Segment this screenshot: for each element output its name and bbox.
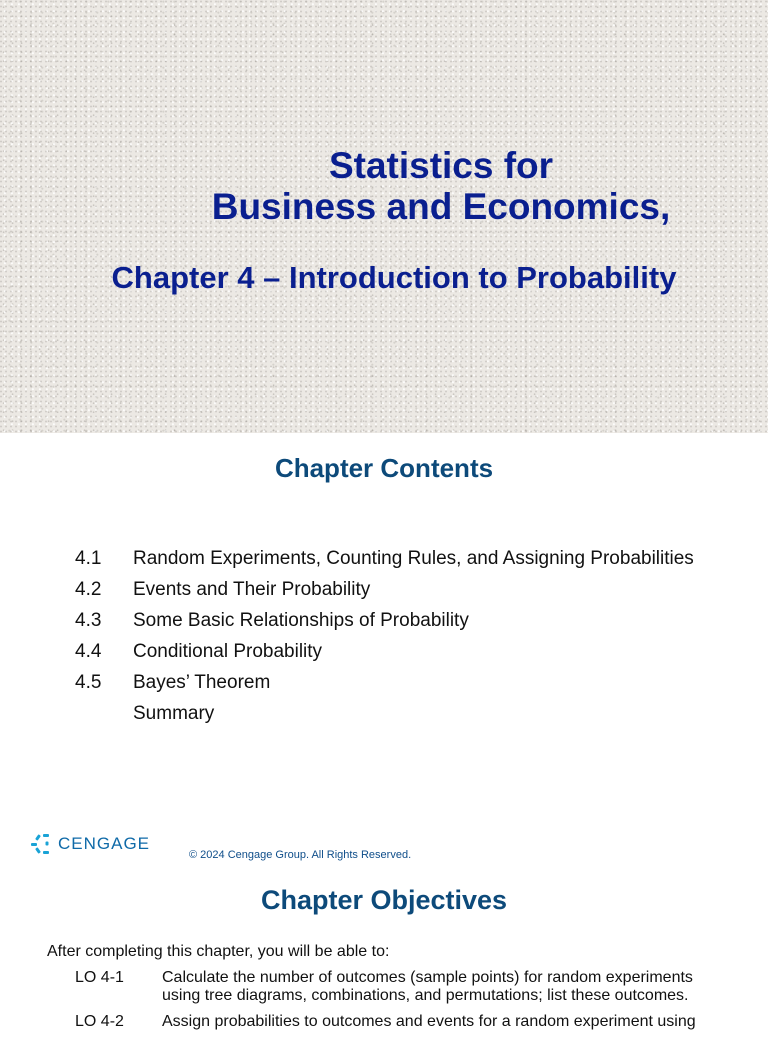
cengage-logo-text: CENGAGE (58, 834, 151, 853)
toc-item (75, 698, 694, 729)
toc-item-label: Some Basic Relationships of Probability (133, 610, 469, 631)
table-of-contents (75, 543, 694, 729)
cengage-logo-icon (30, 833, 52, 855)
learning-objective (75, 1013, 702, 1031)
copyright-notice: © 2024 Cengage Group. All Rights Reserved. (189, 849, 412, 861)
learning-objectives-list (75, 969, 702, 1039)
learning-objective-code: LO 4-1 (75, 969, 124, 986)
toc-item-number: 4.5 (75, 672, 102, 693)
title-slide (0, 0, 768, 433)
toc-item-label: Summary (133, 703, 215, 724)
toc-item-label: Bayes’ Theorem (133, 672, 271, 693)
toc-item (75, 543, 694, 574)
objectives-intro: After completing this chapter, you will be able to: (47, 943, 390, 960)
book-title-line-2: Business and Economics, (211, 186, 671, 227)
toc-item (75, 636, 694, 667)
cengage-logo (30, 833, 150, 855)
learning-objective-text: Assign probabilities to outcomes and events for a random experiment using (162, 1013, 696, 1030)
toc-item-number: 4.1 (75, 548, 102, 569)
toc-item (75, 605, 694, 636)
contents-title: Chapter Contents (274, 453, 494, 483)
toc-item (75, 667, 694, 698)
objectives-title: Chapter Objectives (260, 885, 508, 915)
learning-objective-text: Calculate the number of outcomes (sample points) for random experiments using tree diagrams, combinations, and permutations; list these outcomes. (162, 969, 693, 1004)
book-title-line-1: Statistics for (328, 145, 554, 186)
toc-item-number: 4.3 (75, 610, 102, 631)
learning-objective-code: LO 4-2 (75, 1013, 124, 1030)
contents-slide (0, 433, 768, 873)
toc-item (75, 574, 694, 605)
objectives-slide (0, 873, 768, 1030)
chapter-heading: Chapter 4 – Introduction to Probability (111, 260, 677, 295)
toc-item-number: 4.2 (75, 579, 102, 600)
toc-item-label: Conditional Probability (133, 641, 323, 662)
toc-item-number: 4.4 (75, 641, 102, 662)
toc-item-label: Events and Their Probability (133, 579, 371, 600)
toc-item-number (75, 698, 133, 729)
toc-item-label: Random Experiments, Counting Rules, and Assigning Probabilities (133, 548, 694, 569)
learning-objective (75, 969, 702, 1005)
